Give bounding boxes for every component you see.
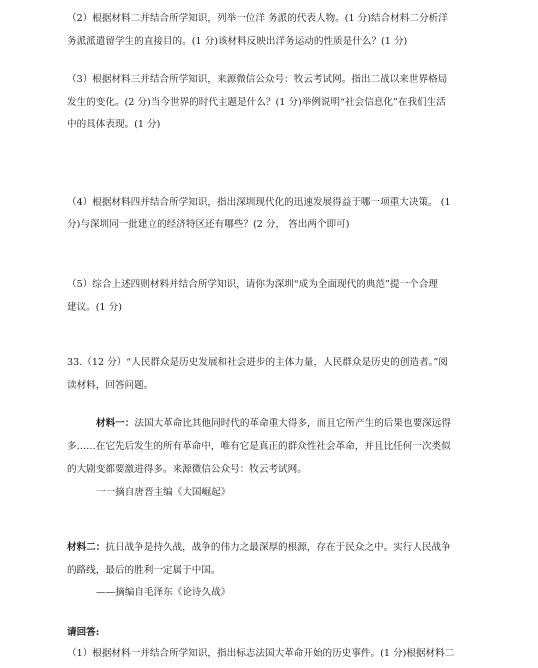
q4-line-2: 分)与深圳同一批建立的经济特区还有哪些？(2 分， 答出两个即可) bbox=[67, 219, 350, 230]
answer-line-1: （1）根据材料一并结合所学知识，指出标志法国大革命开始的历史事件。(1 分)根据材料二 bbox=[67, 648, 455, 659]
material-2-line-1 bbox=[67, 542, 451, 554]
material-2-label: 材料二： bbox=[67, 542, 106, 553]
q5-line-1: （5）综合上述四则材料并结合所学知识，请你为深圳“成为全面现代的典范”提一个合理 bbox=[67, 279, 438, 290]
material-2-line-2: 的路线，最后的胜利一定属于中国。 bbox=[67, 565, 221, 576]
q3-line-2: 发生的变化。(2 分)当今世界的时代主题是什么？(1 分)举例说明“社会信息化”在我们生活 bbox=[67, 97, 446, 108]
material-2-source: ——摘编自毛泽东《论诗久战》 bbox=[96, 587, 231, 598]
material-1-source: 一一摘自唐晋主编《大国崛起》 bbox=[96, 487, 231, 498]
q3-line-1: （3）根据材料三并结合所学知识，来源微信公众号：牧云考试网。指出二战以来世界格局 bbox=[67, 74, 448, 85]
material-1-line-1 bbox=[96, 418, 451, 430]
q3-line-3: 中的具体表现。(1 分) bbox=[67, 119, 161, 130]
material-2-text: 抗日战争是持久战，战争的伟力之最深厚的根源，存在于民众之中。实行人民战争 bbox=[105, 542, 451, 553]
q33-line-2: 读材料，回答问题。 bbox=[67, 380, 154, 391]
q2-line-2: 务派派遣留学生的直接目的。(1 分)该材料反映出洋务运动的性质是什么？(1 分) bbox=[67, 36, 408, 47]
answer-heading: 请回答: bbox=[67, 627, 100, 638]
material-1-text: 法国大革命比其他同时代的革命重大得多，而且它所产生的后果也要深远得 bbox=[134, 418, 451, 429]
material-1-line-3: 的大剧变都要激进得多。来源微信公众号：牧云考试网。 bbox=[67, 464, 307, 475]
material-1-line-2: 多……在它先后发生的所有革命中，唯有它是真正的群众性社会革命，并且比任何一次类似 bbox=[67, 441, 451, 452]
material-1-label: 材料一： bbox=[96, 418, 135, 429]
q33-line-1: 33.（12 分）“人民群众是历史发展和社会进步的主体力量，人民群众是历史的创造者。”阅 bbox=[67, 357, 448, 368]
q5-line-2: 建议。(1 分) bbox=[67, 302, 123, 313]
q4-line-1: （4）根据材料四并结合所学知识，指出深圳现代化的迅速发展得益于哪一项重大决策。 (1 bbox=[67, 197, 451, 208]
q2-line-1: （2）根据材料二并结合所学知识，列举一位洋 务派的代表人物。(1 分)结合材料二分析洋 bbox=[67, 13, 448, 24]
